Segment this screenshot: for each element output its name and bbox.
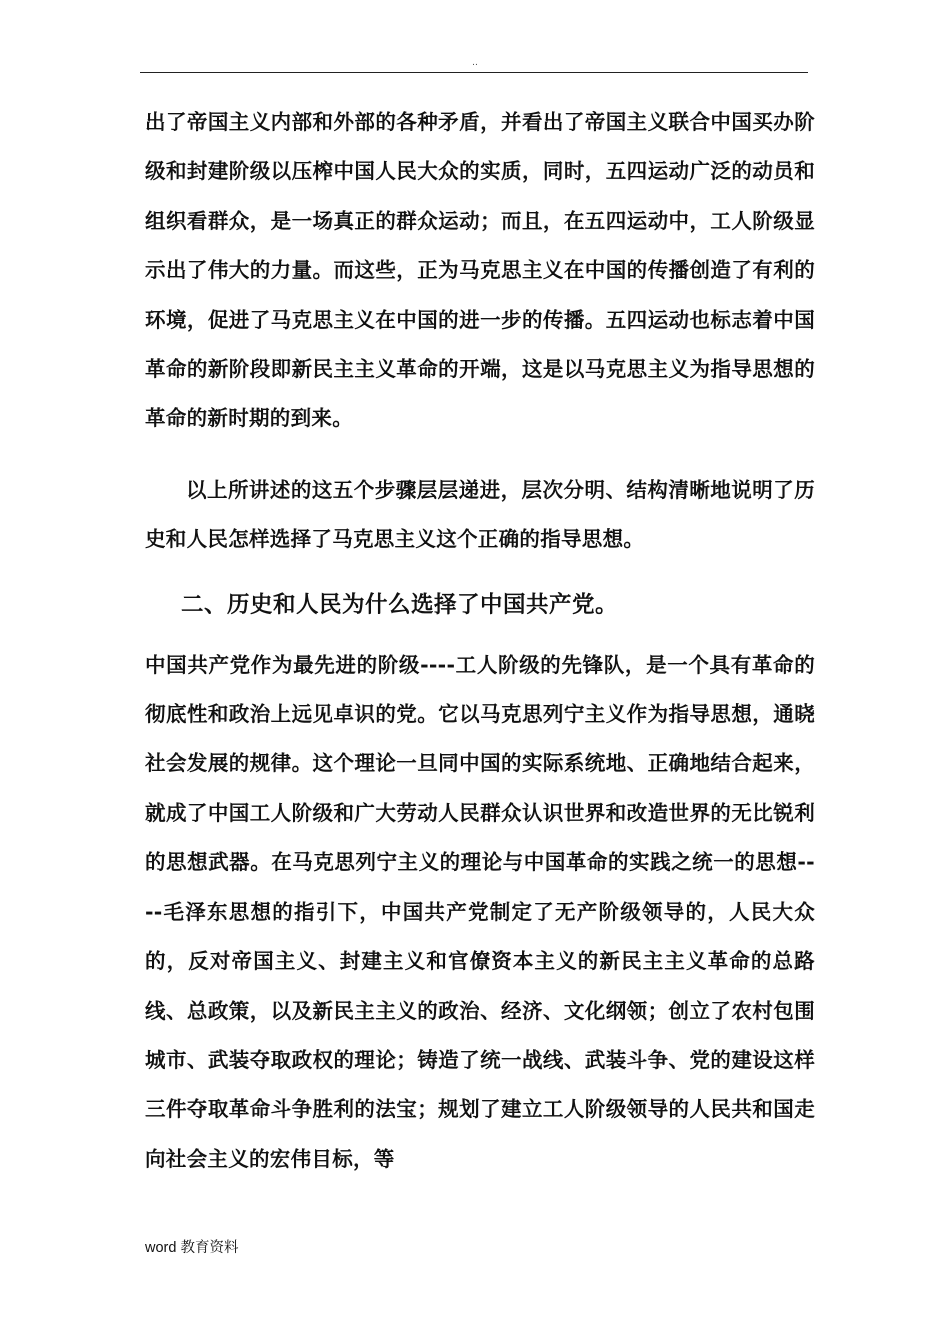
body-paragraph-1: 出了帝国主义内部和外部的各种矛盾，并看出了帝国主义联合中国买办阶级和封建阶级以压榨中国人民大众的实质，同时，五四运动广泛的动员和组织看群众，是一场真正的群众运动；而且，在五四运动中，工人阶级显示出了伟大的力量。而这些，正为马克思主义在中国的传播创造了有利的环境，促进了马克思主义在中国的进一步的传播。五四运动也标志着中国革命的新阶段即新民主主义革命的开端，这是以马克思主义为指导思想的革命的新时期的到来。: [145, 110, 815, 431]
body-paragraph-2: 以上所讲述的这五个步骤层层递进，层次分明、结构清晰地说明了历史和人民怎样选择了马克思主义这个正确的指导思想。: [145, 477, 815, 552]
section-heading: 二、历史和人民为什么选择了中国共产党。: [181, 591, 619, 618]
document-body: [145, 98, 815, 1184]
paragraph-spacer: [145, 625, 815, 641]
page-header-mark: ..: [472, 58, 478, 68]
paragraph-spacer: [145, 565, 815, 585]
paragraph-spacer: [145, 444, 815, 466]
footer-label: word 教育资料: [145, 1240, 239, 1256]
section-paragraph: 中国共产党作为最先进的阶级----工人阶级的先锋队，是一个具有革命的彻底性和政治上远见卓识的党。它以马克思列宁主义作为指导思想，通晓社会发展的规律。这个理论一旦同中国的实际系统地、正确地结合起来，就成了中国工人阶级和广大劳动人民群众认识世界和改造世界的无比锐利的思想武器。在马克思列宁主义的理论与中国革命的实践之统一的思想----毛泽东思想的指引下，中国共产党制定了无产阶级领导的，人民大众的，反对帝国主义、封建主义和官僚资本主义的新民主主义革命的总路线、总政策，以及新民主主义的政治、经济、文化纲领；创立了农村包围城市、武装夺取政权的理论；铸造了统一战线、武装斗争、党的建设这样三件夺取革命斗争胜利的法宝；规划了建立工人阶级领导的人民共和国走向社会主义的宏伟目标，等: [145, 652, 815, 1171]
header-rule: [140, 72, 808, 73]
